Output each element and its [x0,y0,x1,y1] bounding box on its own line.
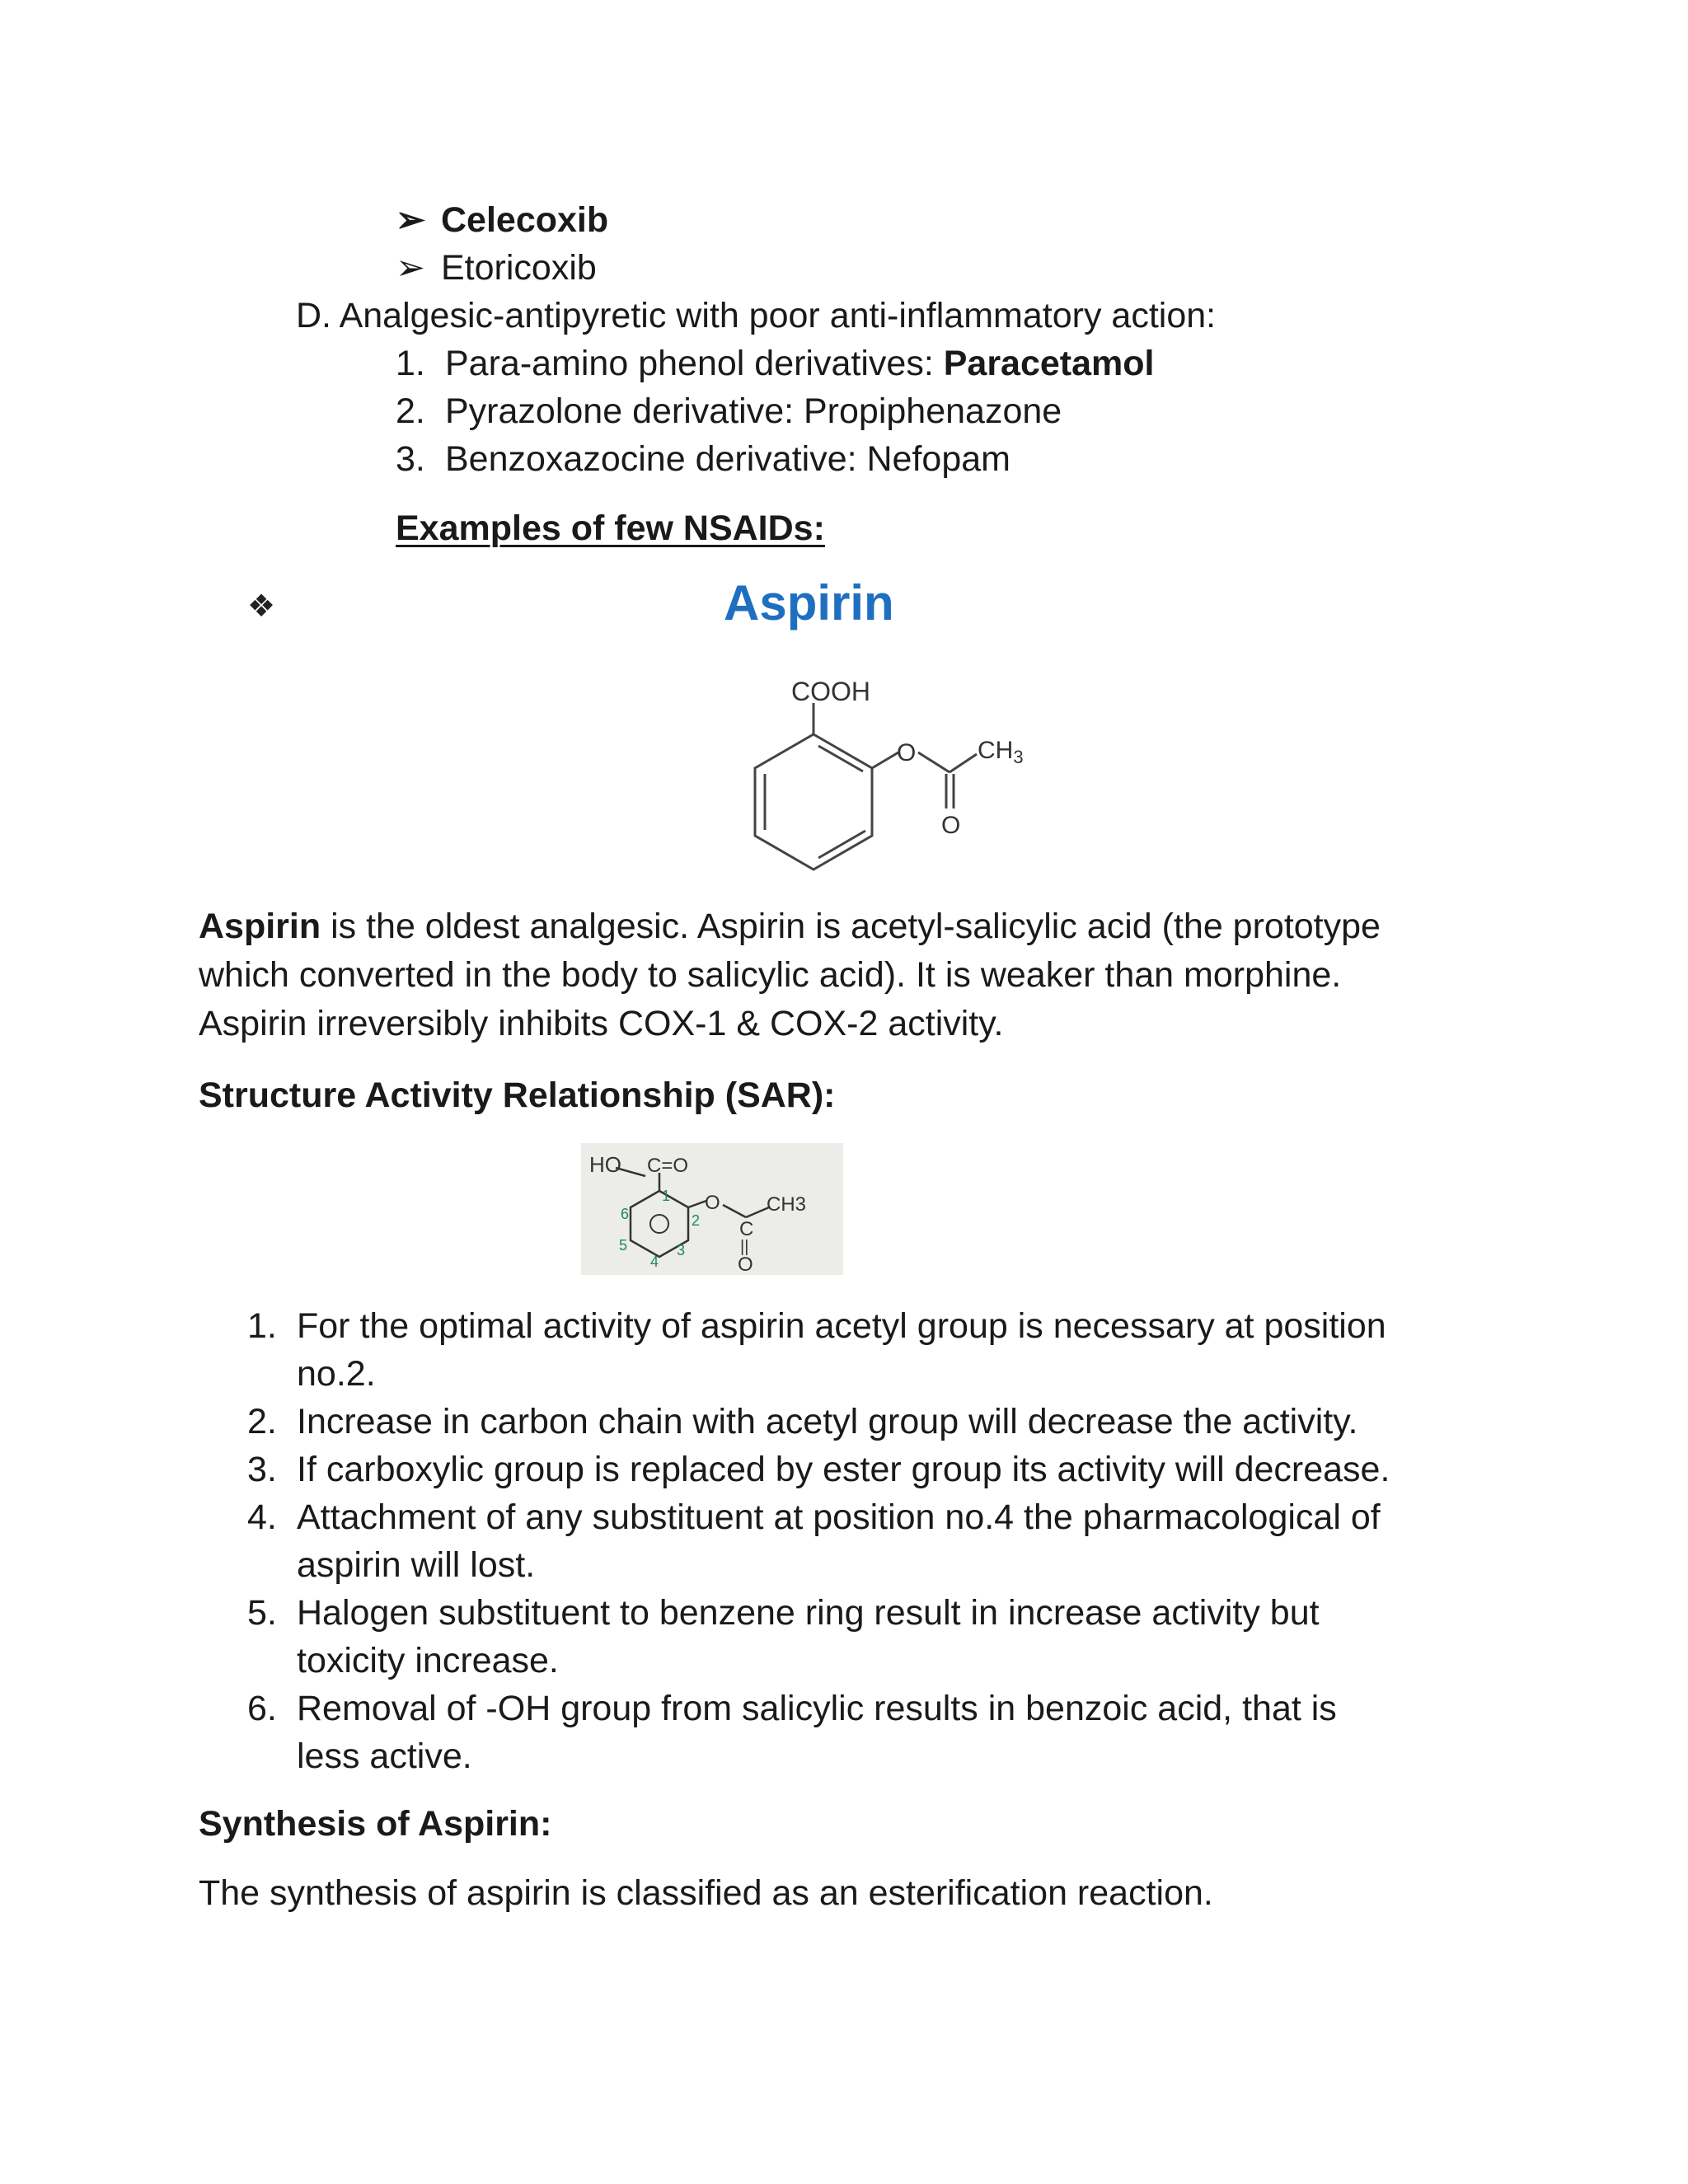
sketch-ho-label: HO [589,1152,621,1177]
sketch-position-6: 6 [621,1206,630,1222]
sketch-c-label: C [739,1218,754,1240]
sketch-position-5: 5 [619,1237,628,1254]
sketch-o-label: O [705,1192,720,1214]
sar-sketch-drawing [581,1143,843,1275]
arrow-bullet-icon: ➢ [396,248,426,288]
bullet-celecoxib: ➢ Celecoxib [396,196,608,244]
diamond-bullet-icon: ❖ [247,589,276,624]
list-item: 1. Para-amino phenol derivatives: Paracetamol [396,344,1155,383]
synthesis-heading: Synthesis of Aspirin: [199,1804,552,1844]
sketch-o-bottom-label: O [738,1254,753,1275]
sar-list-item: 2. Increase in carbon chain with acetyl group will decrease the activity. [247,1402,1358,1441]
examples-heading: Examples of few NSAIDs: [396,509,825,548]
sketch-co-label: C=O [647,1155,689,1177]
sar-heading: Structure Activity Relationship (SAR): [199,1076,836,1115]
aspirin-structure-diagram [725,672,1055,886]
list-item: 3. Benzoxazocine derivative: Nefopam [396,439,1010,479]
section-d-heading: D. Analgesic-antipyretic with poor anti-inflammatory action: [296,296,1217,335]
arrow-bullet-icon: ➢ [396,200,426,240]
sar-list-item: 6. Removal of -OH group from salicylic results in benzoic acid, that is less active. [247,1689,1337,1776]
sar-list-item: 1. For the optimal activity of aspirin acetyl group is necessary at position no.2. [247,1306,1386,1394]
ester-oxygen-label: O [897,739,917,766]
sketch-position-1: 1 [662,1188,671,1204]
sketch-double-bond-label: || [740,1238,749,1256]
carbonyl-oxygen-label: O [941,812,961,839]
aspirin-title: Aspirin [724,575,894,630]
list-item: 2. Pyrazolone derivative: Propiphenazone [396,391,1062,431]
sar-list-item: 5. Halogen substituent to benzene ring result in increase activity but toxicity increase. [247,1593,1320,1680]
sar-list-item: 4. Attachment of any substituent at position no.4 the pharmacological of aspirin will lost. [247,1497,1381,1585]
sketch-position-2: 2 [692,1212,701,1229]
sketch-position-3: 3 [677,1242,686,1258]
synthesis-text: The synthesis of aspirin is classified as an esterification reaction. [199,1873,1213,1913]
bullet-etoricoxib: ➢ Etoricoxib [396,244,597,292]
sar-sketch-image [581,1143,843,1275]
sar-list-item: 3. If carboxylic group is replaced by ester group its activity will decrease. [247,1450,1390,1489]
aspirin-intro-paragraph: Aspirin is the oldest analgesic. Aspirin is acetyl-salicylic acid (the prototype which converted in the body to salicylic acid). It is weaker than morphine. Aspirin irreversibly inhibits COX-1 & COX-2 activity. [199,907,1381,1043]
ch3-label: $CH_3$ [978,737,1024,767]
sketch-position-4: 4 [650,1254,659,1270]
benzene-ring-shape [755,734,872,869]
cooh-label: COOH [791,677,870,706]
sketch-ch3-label: CH3 [767,1193,807,1216]
